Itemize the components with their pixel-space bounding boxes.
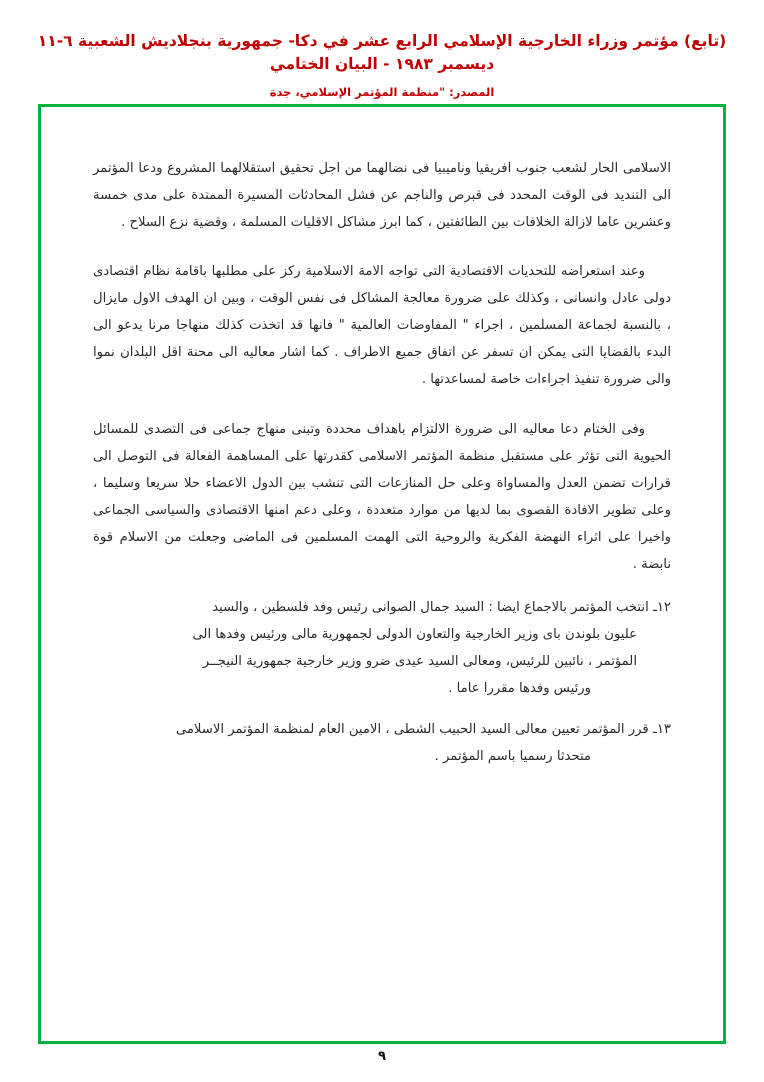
paragraph-1: الاسلامى الحار لشعب جنوب افريقيا وناميبيا فى نضالهما من اجل تحقيق استقلالهما المشروع ودعا المؤتمر الى التنديد فى الوقت المحدد فى قبرص والناجم عن فشل المحادثات المسيرة الممتدة على مدى خمسة وعشرين عاما لازالة الخلافات بين الطائفتين ، كما ابرز مشاكل الاقليات المسلمة ، وقضية نزع السلاح . bbox=[93, 161, 671, 231]
clause-12 bbox=[93, 594, 671, 702]
header-source: المصدر: "منظمة المؤتمر الإسلامي، جدة bbox=[269, 84, 495, 99]
clause-12-line-3: المؤتمر ، نائبين للرئيس، ومعالى السيد عيدى ضرو وزير خارجية جمهورية النيجــر bbox=[202, 654, 637, 669]
clause-12-line-4: ورئيس وفدها مقررا عاما . bbox=[448, 681, 591, 697]
clause-12-line-1: انتخب المؤتمر بالاجماع ايضا : السيد جمال الصوانى رئيس وفد فلسطين ، والسيد bbox=[212, 599, 649, 615]
clause-13-line-2: متحدثا رسميا باسم المؤتمر . bbox=[434, 749, 591, 765]
paragraph-3: وفى الختام دعا معاليه الى ضرورة الالتزام باهداف محددة وتبنى منهاج جماعى فى التصدى للمسائل الحيوية التى تؤثر على مستقبل منظمة المؤتمر الاسلامى كقدرتها على المساهمة الفعالة فى التوصل الى قرارات تضمن العدل والمساواة وعلى حل المنازعات التى تنشب بين الدول الاعضاء حلا سريعا وسليما ، وعلى تطوير الافادة القصوى بما لديها من موارد متعددة ، وعلى دعم امنها الاقتصادى والسياسى الجماعى واخيرا على اثراء النهضة الفكرية والروحية التى الهمت المسلمين فى الماضى وجعلت من الاسلام قوة نابضة . bbox=[93, 421, 671, 572]
page-header bbox=[0, 0, 764, 99]
clause-12-number: ١٢ـ bbox=[652, 599, 671, 615]
clause-13-number: ١٣ـ bbox=[652, 722, 671, 738]
clause-13 bbox=[93, 716, 671, 770]
page-number: ٩ bbox=[378, 1049, 386, 1064]
clause-13-line-1: قرر المؤتمر تعيين معالى السيد الحبيب الشطى ، الامين العام لمنظمة المؤتمر الاسلامى bbox=[175, 722, 649, 738]
green-content-frame bbox=[38, 104, 726, 1044]
header-title: (تابع) مؤتمر وزراء الخارجية الإسلامي الرابع عشر في دكا- جمهورية بنجلاديش الشعبية ٦-١١ ديسمبر ١٩٨٣ - البيان الختامي bbox=[37, 32, 727, 74]
clause-12-line-2: عليون بلوندن باى وزير الخارجية والتعاون الدولى لجمهورية مالى ورئيس وفدها الى bbox=[192, 626, 637, 642]
document-body bbox=[41, 107, 723, 1041]
paragraph-2: وعند استعراضه للتحديات الاقتصادية التى تواجه الامة الاسلامية ركز على مطلبها باقامة نظام اقتصادى دولى عادل وانسانى ، وكذلك على ضرورة معالجة المشاكل فى نفس الوقت ، وبين ان الهدف الاول مايزال ، بالنسبة لجماعة المسلمين ، اجراء " المفاوضات العالمية " فانها قد اتخذت كذلك منهاجا مرنا يدعو الى البدء بالقضايا التى يمكن ان تسفر عن اتفاق جميع الاطراف . كما اشار معاليه الى محنة اقل البلدان نموا والى ضرورة تنفيذ اجراءات خاصة لمساعدتها . bbox=[93, 264, 671, 388]
